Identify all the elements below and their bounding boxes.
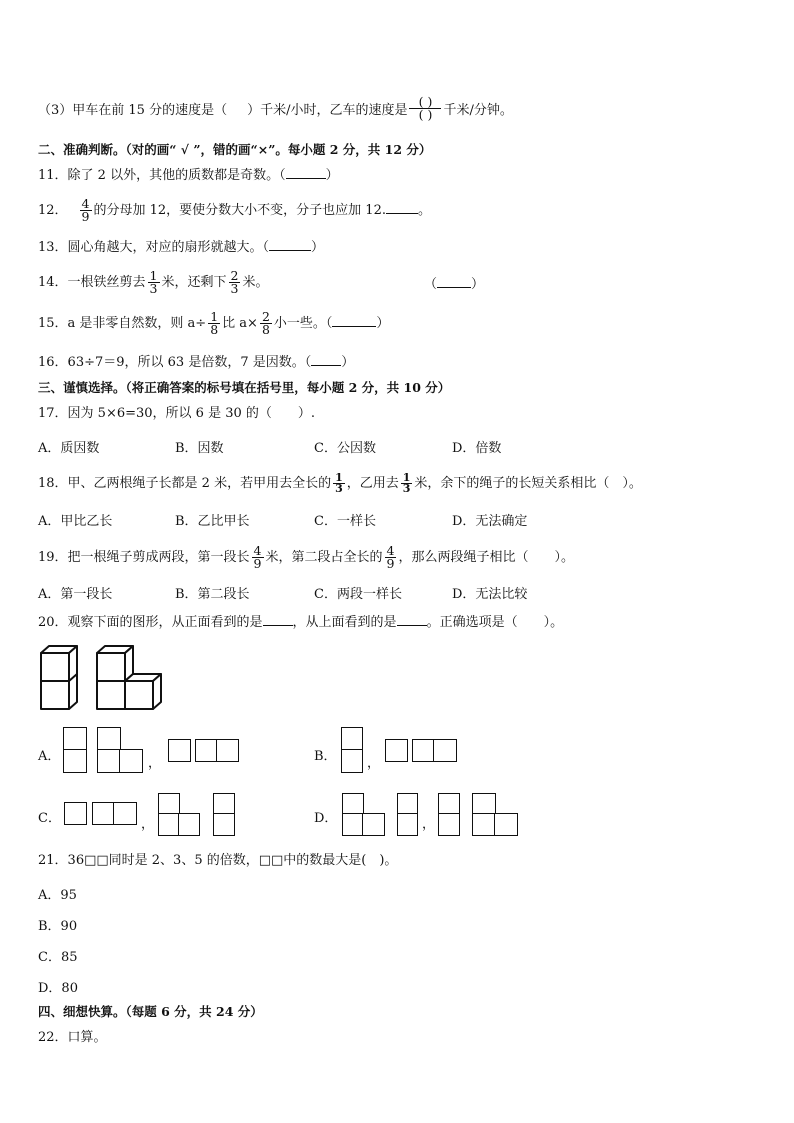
question-17: 17．因为 5×6=30，所以 6 是 30 的（ ）.	[38, 406, 316, 421]
view-square	[216, 739, 239, 762]
view-square	[433, 739, 457, 762]
q20-option-d-label[interactable]: D．	[314, 811, 338, 826]
question-22: 22．口算。	[38, 1030, 107, 1045]
q19-option-d[interactable]: D．无法比较	[452, 587, 528, 602]
view-square	[178, 813, 200, 836]
q18-option-d[interactable]: D．无法确定	[452, 514, 528, 529]
q15-mid: 比 a×	[222, 316, 258, 331]
q14-fraction-2: $\frac{2}{3}$	[230, 268, 239, 296]
question-18	[38, 473, 642, 494]
q20-option-d-comma: ，	[422, 817, 436, 832]
q20-option-b-label[interactable]: B．	[314, 749, 337, 764]
q18-fraction-2: $\frac{1}{3}$	[402, 471, 411, 495]
q14-answer-blank[interactable]	[437, 276, 471, 288]
view-square	[213, 813, 235, 836]
view-square	[472, 793, 496, 815]
q11-answer-blank[interactable]	[286, 167, 326, 179]
q19-option-a[interactable]: A．第一段长	[38, 587, 113, 602]
q19-mid: 米，第二段占全长的	[265, 550, 383, 565]
q19-end: ，那么两段绳子相比（ ）。	[398, 550, 574, 565]
view-square	[158, 813, 180, 836]
q20-option-b-comma: ，	[367, 756, 381, 771]
q19-option-c[interactable]: C．两段一样长	[314, 587, 402, 602]
q13-close: ）	[311, 240, 325, 255]
view-square	[119, 749, 143, 773]
view-square	[158, 793, 180, 815]
q14-end: 米。	[242, 275, 269, 290]
view-square	[113, 802, 137, 825]
view-square	[472, 813, 496, 836]
q17-option-d[interactable]: D．倍数	[452, 441, 502, 456]
view-square	[64, 802, 87, 825]
q18-mid: ，乙用去	[346, 476, 399, 491]
q16-close: ）	[341, 355, 355, 370]
q14-fraction-1: $\frac{1}{3}$	[149, 268, 158, 296]
section-4-heading: 四、细想快算。（每题 6 分，共 24 分）	[38, 1004, 263, 1019]
view-square	[168, 739, 191, 762]
q20-option-c-label[interactable]: C．	[38, 811, 61, 826]
q12-answer-blank[interactable]	[386, 202, 418, 214]
q18-option-a[interactable]: A．甲比乙长	[38, 514, 113, 529]
q20-cube-figures	[38, 643, 168, 713]
q17-option-a[interactable]: A．质因数	[38, 441, 100, 456]
question-14	[38, 270, 268, 295]
view-square	[397, 793, 418, 815]
view-square	[342, 813, 364, 836]
view-square	[412, 739, 435, 762]
q14-answer	[424, 276, 484, 293]
question-12	[38, 198, 431, 223]
view-square	[92, 802, 115, 825]
q19-option-b[interactable]: B．第二段长	[175, 587, 250, 602]
q3-prefix: （3）甲车在前 15 分的速度是（	[38, 103, 228, 118]
q15-close: ）	[376, 316, 390, 331]
q16-answer-blank[interactable]	[311, 354, 341, 366]
view-square	[342, 793, 364, 815]
section-3-heading: 三、谨慎选择。（将正确答案的标号填在括号里，每小题 2 分，共 10 分）	[38, 380, 451, 395]
q21-option-b[interactable]: B．90	[38, 919, 78, 934]
view-square	[213, 793, 235, 815]
q17-option-b[interactable]: B．因数	[175, 441, 224, 456]
q15-end: 小一些。（	[273, 316, 333, 331]
q20-text-c: 。正确选项是（ ）。	[426, 615, 564, 630]
q18-text: 18．甲、乙两根绳子长都是 2 米，若甲用去全长的	[38, 476, 332, 491]
question-16	[38, 354, 354, 371]
q20-option-a-label[interactable]: A．	[38, 749, 61, 764]
cube-group-right	[97, 646, 161, 709]
view-square	[97, 749, 121, 773]
view-square	[438, 793, 460, 815]
cube-stack-left	[41, 646, 77, 709]
q14-paren-open: （	[424, 277, 438, 292]
question-11	[38, 167, 339, 184]
q18-option-c[interactable]: C．一样长	[314, 514, 376, 529]
q11-close: ）	[325, 168, 339, 183]
q12-text: 的分母加 12，要使分数大小不变，分子也应加 12.	[93, 203, 386, 218]
q14-text: 14．一根铁丝剪去	[38, 275, 146, 290]
q12-fraction: $\frac{4}{9}$	[81, 196, 90, 224]
view-square	[362, 813, 385, 836]
q21-option-d[interactable]: D．80	[38, 981, 78, 996]
q13-answer-blank[interactable]	[269, 239, 311, 251]
q20-option-c-comma: ，	[141, 817, 155, 832]
view-square	[63, 727, 87, 751]
q21-option-c[interactable]: C．85	[38, 950, 78, 965]
question-19	[38, 545, 574, 570]
q20-blank-top[interactable]	[397, 614, 427, 626]
question-13	[38, 239, 324, 256]
q12-end: 。	[417, 203, 431, 218]
q20-option-a-comma: ，	[148, 756, 162, 771]
view-square	[438, 813, 460, 836]
question-20	[38, 614, 563, 631]
view-square	[195, 739, 218, 762]
question-21: 21．36□□同时是 2、3、5 的倍数，□□中的数最大是( )。	[38, 853, 398, 868]
q3-suffix: 千米/分钟。	[443, 103, 513, 118]
q18-option-b[interactable]: B．乙比甲长	[175, 514, 250, 529]
view-square	[63, 749, 87, 773]
q19-fraction-1: $\frac{4}{9}$	[253, 543, 262, 571]
section-2-heading: 二、准确判断。（对的画“ √ ”，错的画“×”。每小题 2 分，共 12 分）	[38, 142, 432, 157]
q20-blank-front[interactable]	[263, 614, 293, 626]
q18-fraction-1: $\frac{1}{3}$	[335, 471, 343, 495]
q17-option-c[interactable]: C．公因数	[314, 441, 376, 456]
q21-option-a[interactable]: A．95	[38, 888, 77, 903]
q15-answer-blank[interactable]	[332, 315, 376, 327]
q14-mid: 米，还剩下	[161, 275, 227, 290]
view-square	[97, 727, 121, 751]
view-square	[494, 813, 518, 836]
q19-text: 19．把一根绳子剪成两段，第一段长	[38, 550, 250, 565]
q11-text: 11．除了 2 以外，其他的质数都是奇数。（	[38, 168, 286, 183]
q15-fraction-2: $\frac{2}{8}$	[261, 309, 270, 337]
q18-end: 米，余下的绳子的长短关系相比（ ）。	[414, 476, 642, 491]
q3-blank-fraction[interactable]: $\frac{( )}{( )}$	[409, 96, 441, 121]
q20-text-b: ，从上面看到的是	[292, 615, 397, 630]
q15-fraction-1: $\frac{1}{8}$	[210, 309, 219, 337]
q20-text-a: 20．观察下面的图形，从正面看到的是	[38, 615, 263, 630]
q15-text: 15．a 是非零自然数，则 a÷	[38, 316, 207, 331]
view-square	[341, 727, 363, 751]
q14-paren-close: ）	[471, 277, 485, 292]
q3-line	[38, 94, 513, 123]
question-15	[38, 311, 389, 336]
view-square	[397, 813, 418, 836]
q16-text: 16．63÷7＝9，所以 63 是倍数，7 是因数。（	[38, 355, 312, 370]
q3-mid: ）千米/小时，乙车的速度是	[247, 103, 408, 118]
view-square	[385, 739, 408, 762]
view-square	[341, 749, 363, 773]
q19-fraction-2: $\frac{4}{9}$	[386, 543, 395, 571]
q12-number: 12．	[38, 203, 68, 218]
q13-text: 13．圆心角越大，对应的扇形就越大。（	[38, 240, 270, 255]
